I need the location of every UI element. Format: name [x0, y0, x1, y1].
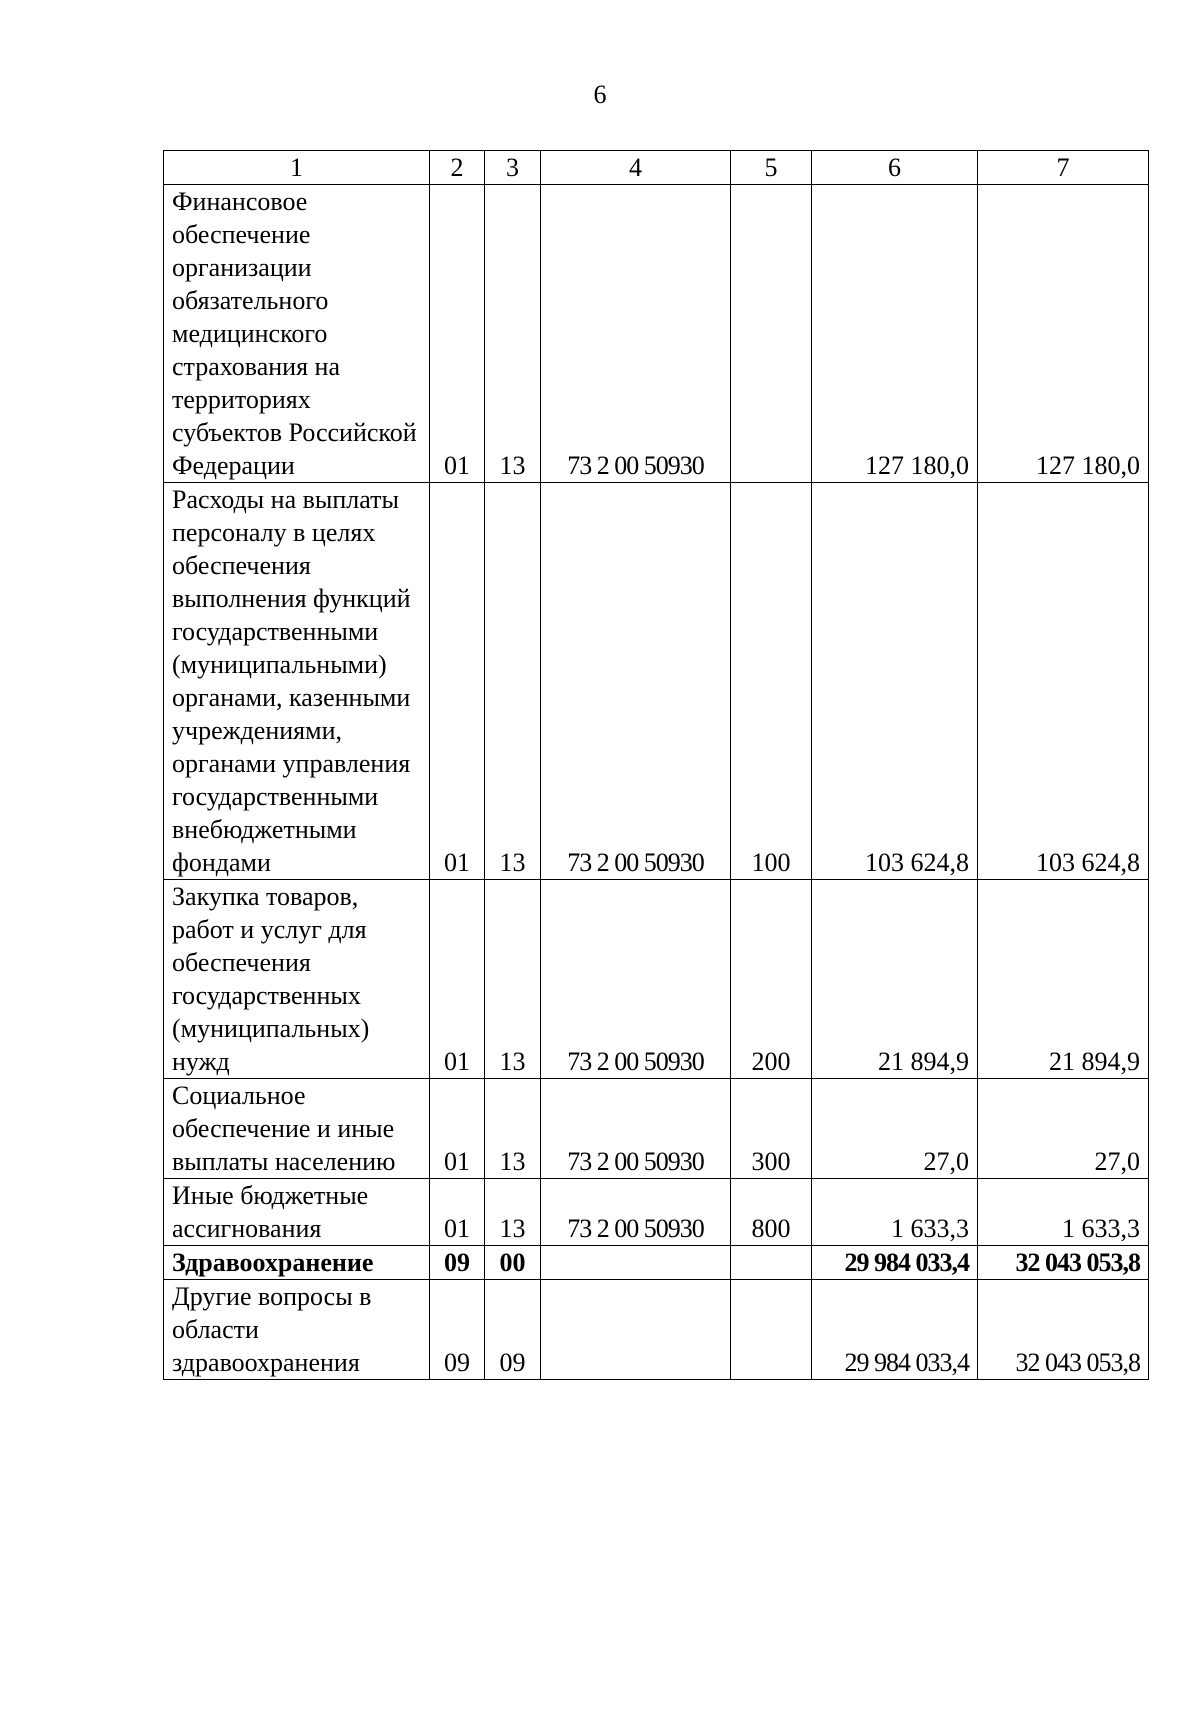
row-amount-6: 27,0 [812, 1079, 978, 1179]
row-section: 01 [430, 483, 485, 880]
row-target-article: 73 2 00 50930 [541, 185, 731, 483]
column-header: 2 [430, 151, 485, 185]
row-target-article: 73 2 00 50930 [541, 1179, 731, 1246]
table-row [164, 185, 1149, 483]
row-expense-type [731, 1246, 812, 1280]
row-amount-7: 103 624,8 [978, 483, 1149, 880]
row-subsection: 13 [485, 185, 541, 483]
row-name: Другие вопросы в области здравоохранения [164, 1280, 430, 1380]
budget-table [163, 150, 1149, 1380]
table-header-row [164, 151, 1149, 185]
row-target-article [541, 1280, 731, 1380]
row-target-article: 73 2 00 50930 [541, 483, 731, 880]
table-row [164, 1179, 1149, 1246]
row-expense-type: 200 [731, 880, 812, 1079]
row-subsection: 13 [485, 1079, 541, 1179]
table-row [164, 1246, 1149, 1280]
row-target-article: 73 2 00 50930 [541, 880, 731, 1079]
row-amount-6: 103 624,8 [812, 483, 978, 880]
row-target-article: 73 2 00 50930 [541, 1079, 731, 1179]
row-section: 01 [430, 880, 485, 1079]
row-target-article [541, 1246, 731, 1280]
table-row [164, 483, 1149, 880]
table-row [164, 1079, 1149, 1179]
page-number: 6 [593, 80, 607, 109]
row-section: 01 [430, 1079, 485, 1179]
row-amount-6: 1 633,3 [812, 1179, 978, 1246]
row-expense-type [731, 185, 812, 483]
row-expense-type: 800 [731, 1179, 812, 1246]
table-row [164, 1280, 1149, 1380]
row-amount-7: 127 180,0 [978, 185, 1149, 483]
row-amount-7: 32 043 053,8 [978, 1246, 1149, 1280]
row-section: 01 [430, 185, 485, 483]
row-amount-7: 32 043 053,8 [978, 1280, 1149, 1380]
row-subsection: 13 [485, 483, 541, 880]
row-expense-type: 300 [731, 1079, 812, 1179]
row-name: Финансовое обеспечение организации обязательного медицинского страхования на территориях субъектов Российской Федерации [164, 185, 430, 483]
row-expense-type: 100 [731, 483, 812, 880]
row-section: 09 [430, 1280, 485, 1380]
row-amount-7: 27,0 [978, 1079, 1149, 1179]
row-expense-type [731, 1280, 812, 1380]
row-section: 09 [430, 1246, 485, 1280]
row-name: Социальное обеспечение и иные выплаты населению [164, 1079, 430, 1179]
row-subsection: 13 [485, 1179, 541, 1246]
row-amount-7: 21 894,9 [978, 880, 1149, 1079]
row-amount-6: 29 984 033,4 [812, 1280, 978, 1380]
row-subsection: 13 [485, 880, 541, 1079]
column-header: 6 [812, 151, 978, 185]
row-section: 01 [430, 1179, 485, 1246]
row-amount-6: 21 894,9 [812, 880, 978, 1079]
row-name: Закупка товаров, работ и услуг для обеспечения государственных (муниципальных) нужд [164, 880, 430, 1079]
table-row [164, 880, 1149, 1079]
row-amount-6: 29 984 033,4 [812, 1246, 978, 1280]
row-name: Иные бюджетные ассигнования [164, 1179, 430, 1246]
column-header: 7 [978, 151, 1149, 185]
row-name: Расходы на выплаты персоналу в целях обеспечения выполнения функций государственными (муниципальными) органами, казенными учреждениями, органами управления государственными внебюджетными фондами [164, 483, 430, 880]
column-header: 4 [541, 151, 731, 185]
row-subsection: 09 [485, 1280, 541, 1380]
column-header: 1 [164, 151, 430, 185]
column-header: 5 [731, 151, 812, 185]
row-amount-7: 1 633,3 [978, 1179, 1149, 1246]
row-subsection: 00 [485, 1246, 541, 1280]
row-name: Здравоохранение [164, 1246, 430, 1280]
row-amount-6: 127 180,0 [812, 185, 978, 483]
column-header: 3 [485, 151, 541, 185]
